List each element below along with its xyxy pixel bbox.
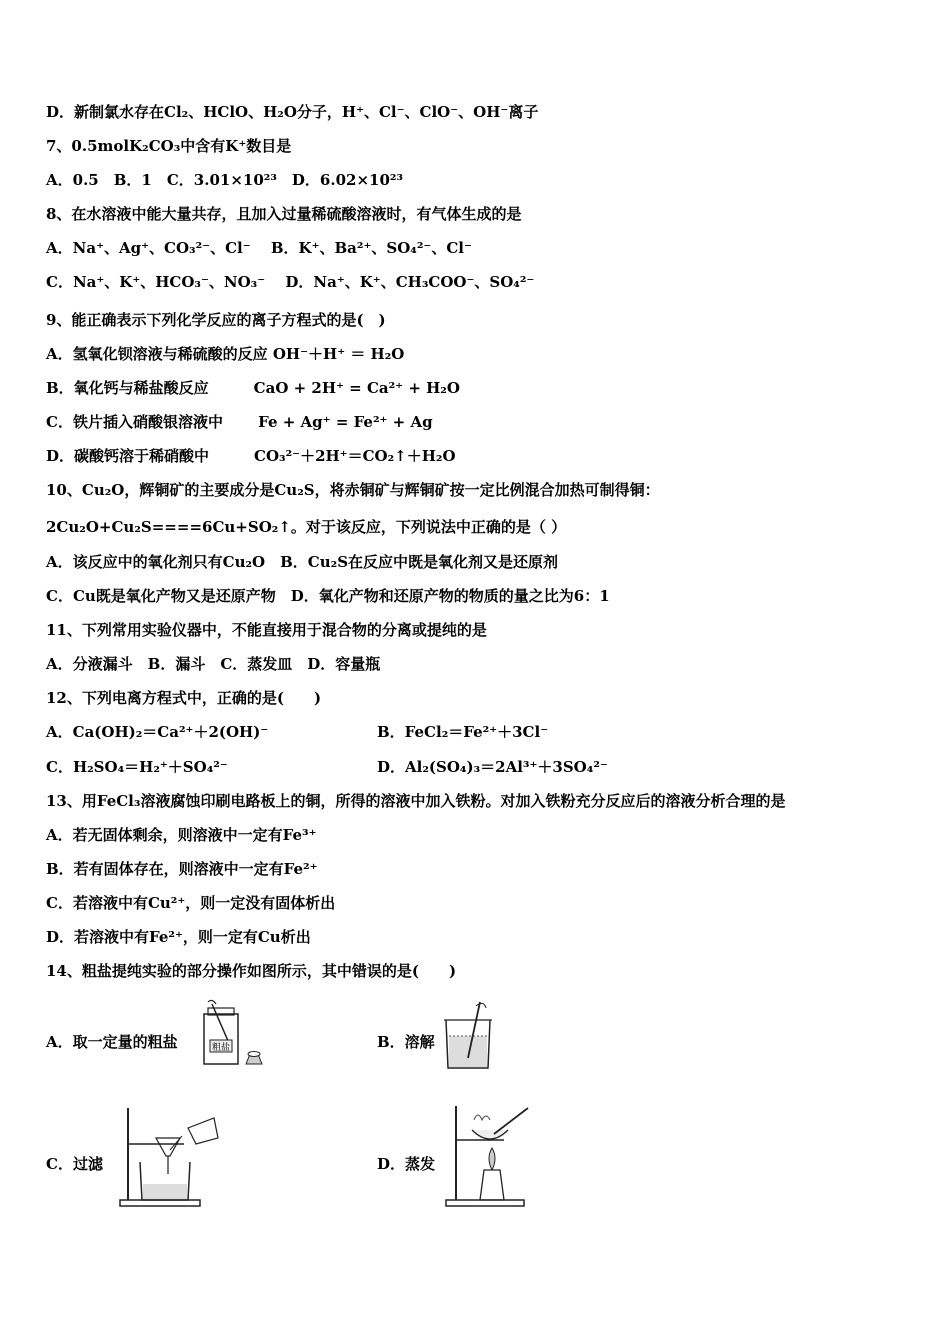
question-14-option-d: D．蒸发 (377, 1155, 436, 1173)
question-10-equation: 2Cu₂O+Cu₂S====6Cu+SO₂↑。对于该反应，下列说法中正确的是（ ） (46, 518, 567, 536)
question-9-option-c: C．铁片插入硝酸银溶液中 Fe + Ag⁺ = Fe²⁺ + Ag (46, 413, 433, 431)
question-13: 13、用FeCl₃溶液腐蚀印刷电路板上的铜，所得的溶液中加入铁粉。对加入铁粉充分反应后的溶液分析合理的是 (46, 792, 786, 810)
question-13-option-b: B．若有固体存在，则溶液中一定有Fe²⁺ (46, 860, 318, 878)
figure-evaporate (444, 1100, 534, 1210)
question-14: 14、粗盐提纯实验的部分操作如图所示，其中错误的是( ) (46, 962, 457, 980)
figure-dissolve (440, 1000, 496, 1072)
option-6d: D．新制氯水存在Cl₂、HClO、H₂O分子，H⁺、Cl⁻、ClO⁻、OH⁻离子 (46, 103, 539, 121)
question-14-option-a: A．取一定量的粗盐 (46, 1033, 178, 1051)
question-9-option-d: D．碳酸钙溶于稀硝酸中 CO₃²⁻＋2H⁺＝CO₂↑＋H₂O (46, 447, 456, 465)
question-7: 7、0.5molK₂CO₃中含有K⁺数目是 (46, 137, 292, 155)
question-11-options: A．分液漏斗 B．漏斗 C．蒸发皿 D．容量瓶 (46, 655, 381, 673)
question-8: 8、在水溶液中能大量共存，且加入过量稀硫酸溶液时，有气体生成的是 (46, 205, 522, 223)
question-8-options-ab: A．Na⁺、Ag⁺、CO₃²⁻、Cl⁻ B．K⁺、Ba²⁺、SO₄²⁻、Cl⁻ (46, 239, 472, 257)
question-14-option-b: B．溶解 (377, 1033, 435, 1051)
question-9-option-a: A．氢氧化钡溶液与稀硫酸的反应 OH⁻＋H⁺ ＝ H₂O (46, 345, 405, 363)
question-12-option-c: C．H₂SO₄＝H₂⁺＋SO₄²⁻ (46, 758, 228, 776)
question-12-option-a: A．Ca(OH)₂＝Ca²⁺＋2(OH)⁻ (46, 723, 269, 741)
question-12-option-d: D．Al₂(SO₄)₃＝2Al³⁺＋3SO₄²⁻ (377, 758, 608, 776)
question-11: 11、下列常用实验仪器中，不能直接用于混合物的分离或提纯的是 (46, 621, 487, 639)
question-7-options: A．0.5 B．1 C．3.01×10²³ D．6.02×10²³ (46, 171, 404, 189)
question-10: 10、Cu₂O，辉铜矿的主要成分是Cu₂S，将赤铜矿与辉铜矿按一定比例混合加热可制得铜： (46, 481, 660, 499)
question-9: 9、能正确表示下列化学反应的离子方程式的是( ) (46, 311, 386, 329)
question-13-option-c: C．若溶液中有Cu²⁺，则一定没有固体析出 (46, 894, 336, 912)
question-13-option-a: A．若无固体剩余，则溶液中一定有Fe³⁺ (46, 826, 317, 844)
figure-take-salt (198, 1000, 268, 1072)
question-10-options-cd: C．Cu既是氧化产物又是还原产物 D．氧化产物和还原产物的物质的量之比为6：1 (46, 587, 610, 605)
question-13-option-d: D．若溶液中有Fe²⁺，则一定有Cu析出 (46, 928, 311, 946)
figure-filter (118, 1100, 222, 1210)
question-12: 12、下列电离方程式中，正确的是( ) (46, 689, 322, 707)
question-9-option-b: B．氧化钙与稀盐酸反应 CaO + 2H⁺ = Ca²⁺ + H₂O (46, 379, 460, 397)
question-10-options-ab: A．该反应中的氧化剂只有Cu₂O B．Cu₂S在反应中既是氧化剂又是还原剂 (46, 553, 559, 571)
jar-label: 粗盐 (211, 1043, 231, 1053)
question-14-option-c: C．过滤 (46, 1155, 103, 1173)
question-8-options-cd: C．Na⁺、K⁺、HCO₃⁻、NO₃⁻ D．Na⁺、K⁺、CH₃COO⁻、SO₄²⁻ (46, 273, 535, 291)
question-12-option-b: B．FeCl₂＝Fe²⁺＋3Cl⁻ (377, 723, 549, 741)
